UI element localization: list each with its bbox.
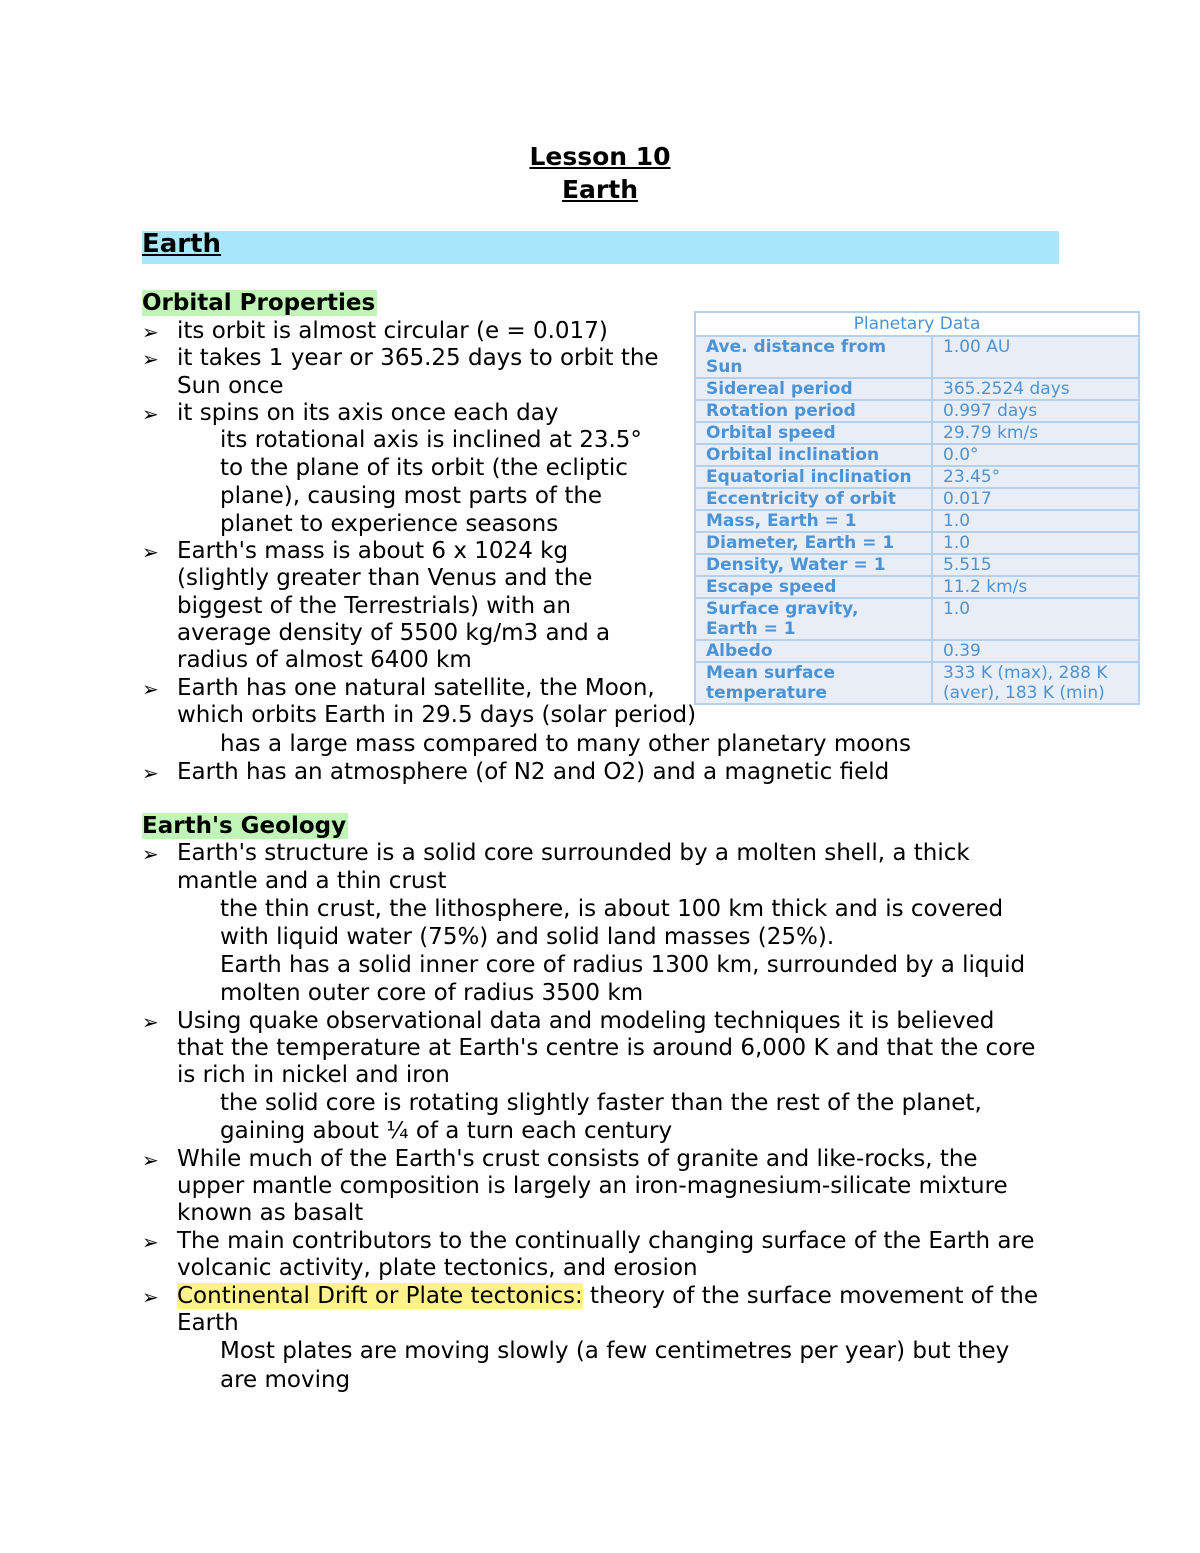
geology-lines-line: known as basalt [177, 1200, 364, 1226]
table-value-cell [933, 401, 1138, 421]
geology-lines-line: gaining about ¼ of a turn each century [220, 1118, 673, 1144]
geology-lines-line: is rich in nickel and iron [177, 1062, 450, 1088]
table-row [696, 511, 1138, 533]
table-value-cell [933, 489, 1138, 509]
geology-lines-line: that the temperature at Earth's centre is around 6,000 K and that the core [177, 1035, 1036, 1061]
arrow-bullet-icon: ➢ [142, 540, 159, 564]
table-label-cell [696, 489, 933, 509]
table-label-text: Escape speed [706, 577, 837, 597]
table-value-text: 0.39 [943, 641, 981, 661]
table-row [696, 599, 1138, 641]
table-label-cell [696, 445, 933, 465]
table-label-text: Sidereal period [706, 379, 853, 399]
arrow-bullet-icon: ➢ [142, 347, 159, 371]
table-row [696, 533, 1138, 555]
geology-lines-line: with liquid water (75%) and solid land masses (25%). [220, 924, 835, 950]
term-definition: theory of the surface movement of the [582, 1283, 1039, 1309]
page-title: Lesson 10 [529, 142, 671, 171]
table-row [696, 489, 1138, 511]
geology-lines-line [177, 1283, 1038, 1310]
orbital-lines-line: its orbit is almost circular (e = 0.017) [177, 318, 608, 344]
orbital-lines-line: has a large mass compared to many other planetary moons [220, 731, 911, 757]
geology-lines-line: The main contributors to the continually changing surface of the Earth are [177, 1228, 1035, 1254]
table-value-text: 0.017 [943, 489, 992, 509]
table-value-text: 5.515 [943, 555, 992, 575]
table-value-cell [933, 511, 1138, 531]
table-value-cell [933, 533, 1138, 553]
table-row [696, 379, 1138, 401]
table-label-text: Rotation period [706, 401, 856, 421]
geology-lines-line: Using quake observational data and modeling techniques it is believed [177, 1008, 995, 1034]
table-value-cell [933, 599, 1138, 639]
table-value-cell [933, 445, 1138, 465]
section-heading: Earth [142, 229, 222, 259]
table-label-cell [696, 555, 933, 575]
geology-lines-line: upper mantle composition is largely an iron-magnesium-silicate mixture [177, 1173, 1008, 1199]
arrow-bullet-icon: ➢ [142, 1230, 159, 1254]
table-value-text: 333 K (max), 288 K [943, 663, 1108, 683]
table-value-text: 29.79 km/s [943, 423, 1039, 443]
table-row [696, 555, 1138, 577]
highlighted-term: Continental Drift or Plate tectonics: [177, 1283, 583, 1309]
table-row [696, 423, 1138, 445]
table-label-text: Albedo [706, 641, 773, 661]
table-value-cell [933, 423, 1138, 443]
orbital-lines-line: its rotational axis is inclined at 23.5° [220, 427, 642, 453]
table-value-text: 1.00 AU [943, 337, 1011, 357]
table-row [696, 663, 1138, 703]
table-label-text: Mean surface [706, 663, 836, 683]
orbital-lines-line: average density of 5500 kg/m3 and a [177, 620, 611, 646]
table-value-text: 0.997 days [943, 401, 1038, 421]
orbital-lines-line: plane), causing most parts of the [220, 483, 603, 509]
table-label-cell [696, 401, 933, 421]
orbital-lines-line: Earth's mass is about 6 x 1024 kg [177, 538, 569, 564]
table-label-text: Sun [706, 357, 743, 377]
table-row [696, 401, 1138, 423]
table-row [696, 445, 1138, 467]
table-label-text: Diameter, Earth = 1 [706, 533, 895, 553]
table-row [696, 467, 1138, 489]
orbital-lines-line: radius of almost 6400 km [177, 647, 472, 673]
geology-lines-line: are moving [220, 1367, 351, 1393]
table-value-text: 1.0 [943, 511, 971, 531]
table-value-text: 0.0° [943, 445, 979, 465]
table-value-text: 11.2 km/s [943, 577, 1028, 597]
geology-lines-line: the thin crust, the lithosphere, is about 100 km thick and is covered [220, 896, 1004, 922]
geology-lines-line: Earth's structure is a solid core surrounded by a molten shell, a thick [177, 840, 970, 866]
geology-heading-text: Earth's Geology [142, 813, 347, 839]
arrow-bullet-icon: ➢ [142, 402, 159, 426]
table-label-cell [696, 467, 933, 487]
orbital-lines-line: to the plane of its orbit (the ecliptic [220, 455, 628, 481]
geology-lines-line: Earth has a solid inner core of radius 1300 km, surrounded by a liquid [220, 952, 1026, 978]
arrow-bullet-icon: ➢ [142, 677, 159, 701]
geology-lines-line: mantle and a thin crust [177, 868, 447, 894]
arrow-bullet-icon: ➢ [142, 1010, 159, 1034]
table-label-cell [696, 337, 933, 377]
arrow-bullet-icon: ➢ [142, 320, 159, 344]
geology-lines-line: the solid core is rotating slightly faster than the rest of the planet, [220, 1090, 982, 1116]
orbital-heading-text: Orbital Properties [142, 290, 376, 316]
geology-lines-line: molten outer core of radius 3500 km [220, 980, 644, 1006]
orbital-lines-line: (slightly greater than Venus and the [177, 565, 593, 591]
orbital-lines-line: it takes 1 year or 365.25 days to orbit the [177, 345, 659, 371]
table-label-cell [696, 577, 933, 597]
geology-lines-line: Most plates are moving slowly (a few centimetres per year) but they [220, 1338, 1010, 1364]
table-label-text: temperature [706, 683, 828, 703]
table-value-cell [933, 641, 1138, 661]
orbital-lines-line: planet to experience seasons [220, 511, 559, 537]
table-value-text: 1.0 [943, 533, 971, 553]
table-value-text: 365.2524 days [943, 379, 1070, 399]
page-subtitle: Earth [561, 175, 639, 204]
table-value-cell [933, 337, 1138, 377]
orbital-lines-line: it spins on its axis once each day [177, 400, 559, 426]
table-value-text: (aver), 183 K (min) [943, 683, 1105, 703]
arrow-bullet-icon: ➢ [142, 761, 159, 785]
arrow-bullet-icon: ➢ [142, 1285, 159, 1309]
table-row [696, 337, 1138, 379]
table-row [696, 577, 1138, 599]
table-label-text: Density, Water = 1 [706, 555, 886, 575]
orbital-lines-line: Earth has an atmosphere (of N2 and O2) and a magnetic field [177, 759, 890, 785]
table-label-cell [696, 379, 933, 399]
orbital-lines-line: which orbits Earth in 29.5 days (solar period) [177, 702, 697, 728]
table-label-cell [696, 423, 933, 443]
orbital-lines-line: Earth has one natural satellite, the Moon, [177, 675, 655, 701]
table-label-cell [696, 533, 933, 553]
geology-heading [142, 813, 348, 839]
table-value-cell [933, 467, 1138, 487]
section-heading-bar [142, 231, 1059, 264]
geology-lines-line: Earth [177, 1310, 239, 1336]
orbital-heading [142, 290, 377, 316]
planetary-data-table [694, 311, 1140, 705]
table-label-cell [696, 599, 933, 639]
table-label-text: Earth = 1 [706, 619, 796, 639]
table-label-cell [696, 511, 933, 531]
table-label-text: Eccentricity of orbit [706, 489, 896, 509]
table-value-text: 23.45° [943, 467, 1001, 487]
arrow-bullet-icon: ➢ [142, 842, 159, 866]
table-label-text: Equatorial inclination [706, 467, 912, 487]
arrow-bullet-icon: ➢ [142, 1148, 159, 1172]
table-value-cell [933, 577, 1138, 597]
table-label-cell [696, 641, 933, 661]
orbital-lines-line: Sun once [177, 373, 284, 399]
table-value-cell [933, 379, 1138, 399]
geology-lines-line: volcanic activity, plate tectonics, and erosion [177, 1255, 698, 1281]
geology-lines-line: While much of the Earth's crust consists of granite and like-rocks, the [177, 1146, 978, 1172]
table-label-text: Ave. distance from [706, 337, 887, 357]
table-label-text: Orbital inclination [706, 445, 880, 465]
table-caption: Planetary Data [696, 313, 1138, 337]
table-label-cell [696, 663, 933, 703]
table-row [696, 641, 1138, 663]
table-value-text: 1.0 [943, 599, 971, 619]
table-value-cell [933, 663, 1138, 703]
orbital-lines-line: biggest of the Terrestrials) with an [177, 593, 572, 619]
table-label-text: Orbital speed [706, 423, 836, 443]
table-value-cell [933, 555, 1138, 575]
table-label-text: Surface gravity, [706, 599, 859, 619]
table-label-text: Mass, Earth = 1 [706, 511, 857, 531]
